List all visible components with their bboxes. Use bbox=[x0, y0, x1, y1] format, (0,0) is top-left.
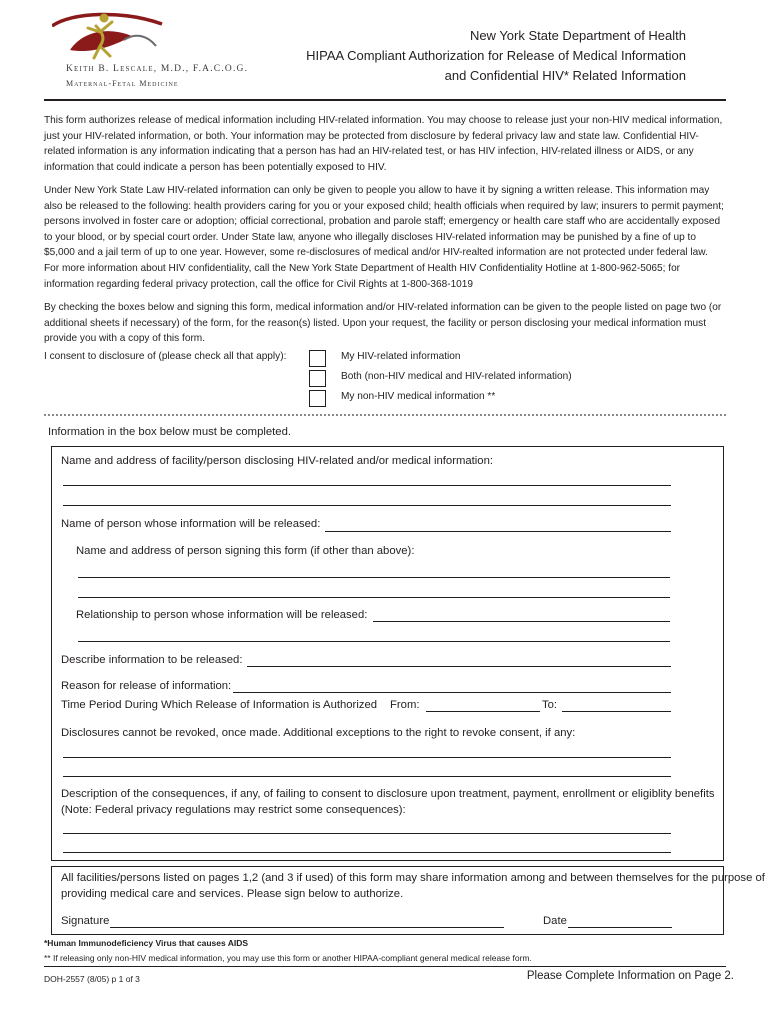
describe-label: Describe information to be released: bbox=[61, 654, 243, 666]
header-department: New York State Department of Health bbox=[469, 28, 686, 43]
document-header bbox=[306, 26, 686, 86]
relationship-label: Relationship to person whose information will be released: bbox=[76, 609, 368, 621]
consent-option-label: Both (non-HIV medical and HIV-related information) bbox=[341, 371, 572, 382]
next-page-instruction: Please Complete Information on Page 2. bbox=[526, 970, 734, 982]
person-released-line[interactable] bbox=[325, 531, 671, 532]
share-statement-line-1: All facilities/persons listed on pages 1,2 (and 3 if used) of this form may share information among and between themselves for the purpose of bbox=[61, 872, 765, 884]
intro-paragraph-1: This form authorizes release of medical information including HIV-related information. You may choose to release just your non-HIV medical information, just your HIV-related information, or both. Your information may be protected from disclosure by federal privacy law and state law. Confidential HIV-related information is any information indicating that a person has had an HIV-related test, or has HIV infection, HIV-related illness or AIDS, or any information that could indicate a person has been potentially exposed to HIV. bbox=[44, 115, 723, 173]
header-title: HIPAA Compliant Authorization for Release of Medical Information bbox=[306, 48, 686, 63]
disclosures-line-2[interactable] bbox=[63, 776, 671, 777]
signature-label: Signature bbox=[61, 915, 110, 927]
consequences-note: (Note: Federal privacy regulations may restrict some consequences): bbox=[61, 804, 406, 816]
signer-line-1[interactable] bbox=[78, 577, 670, 578]
logo-figure-icon bbox=[52, 10, 282, 66]
facility-line-2[interactable] bbox=[63, 505, 671, 506]
logo-name: Keith B. Lescale, M.D., F.A.C.O.G. bbox=[66, 64, 249, 74]
relationship-line-1[interactable] bbox=[373, 621, 670, 622]
consent-label: I consent to disclosure of (please check all that apply): bbox=[44, 351, 287, 362]
consent-option-label: My HIV-related information bbox=[341, 351, 461, 362]
to-label: To: bbox=[542, 699, 558, 711]
signer-label: Name and address of person signing this form (if other than above): bbox=[76, 545, 415, 557]
header-subtitle: and Confidential HIV* Related Information bbox=[444, 68, 686, 83]
share-statement-line-2: providing medical care and services. Please sign below to authorize. bbox=[61, 888, 404, 900]
signature-line[interactable] bbox=[110, 927, 504, 928]
signer-line-2[interactable] bbox=[78, 597, 670, 598]
footer-rule bbox=[44, 966, 726, 967]
intro-paragraph-3: By checking the boxes below and signing this form, medical information and/or HIV-related information can be given to the people listed on page two (or additional sheets if necessary) of the form, for the reason(s) listed. Upon your request, the facility or person disclosing your medical information must provide you with a copy of this form. bbox=[44, 302, 722, 345]
footnote-non-hiv: ** If releasing only non-HIV medical information, you may use this form or another HIPAA-compliant general medical release form. bbox=[44, 953, 532, 963]
describe-line[interactable] bbox=[247, 666, 671, 667]
logo bbox=[52, 10, 282, 90]
relationship-line-2[interactable] bbox=[78, 641, 670, 642]
footnote-hiv: *Human Immunodeficiency Virus that causes AIDS bbox=[44, 938, 249, 948]
date-label: Date bbox=[543, 915, 567, 927]
consequences-label: Description of the consequences, if any, of failing to consent to disclosure upon treatment, payment, enrollment or eligiblity benefits bbox=[61, 788, 715, 800]
disclosures-line-1[interactable] bbox=[63, 757, 671, 758]
time-period-label: Time Period During Which Release of Information is Authorized bbox=[61, 699, 378, 711]
header-rule bbox=[44, 99, 726, 101]
box-instructions: Information in the box below must be completed. bbox=[48, 426, 292, 438]
checkbox-both[interactable] bbox=[309, 370, 326, 387]
form-id: DOH-2557 (8/05) p 1 of 3 bbox=[44, 974, 140, 984]
facility-label: Name and address of facility/person disclosing HIV-related and/or medical information: bbox=[61, 455, 494, 467]
consequences-line-1[interactable] bbox=[63, 833, 671, 834]
checkbox-hiv[interactable] bbox=[309, 350, 326, 367]
consent-option-label: My non-HIV medical information ** bbox=[341, 391, 496, 402]
consequences-line-2[interactable] bbox=[63, 852, 671, 853]
reason-label: Reason for release of information: bbox=[61, 680, 232, 692]
from-label: From: bbox=[390, 699, 420, 711]
disclosures-label: Disclosures cannot be revoked, once made. Additional exceptions to the right to revoke consent, if any: bbox=[61, 727, 576, 739]
person-released-label: Name of person whose information will be released: bbox=[61, 518, 321, 530]
to-date-line[interactable] bbox=[562, 711, 671, 712]
logo-subtitle: Maternal-Fetal Medicine bbox=[66, 79, 179, 88]
date-line[interactable] bbox=[568, 927, 672, 928]
checkbox-non-hiv[interactable] bbox=[309, 390, 326, 407]
section-divider bbox=[44, 414, 726, 416]
facility-line-1[interactable] bbox=[63, 485, 671, 486]
from-date-line[interactable] bbox=[426, 711, 540, 712]
intro-paragraph-2: Under New York State Law HIV-related information can only be given to people you allow to have it by signing a written release. This information may also be released to the following: health providers caring for you or your exposed child; health officials when required by law; insurers to permit payment; persons involved in foster care or adoption; official correctional, probation and parole staff; emergency or health care staff who are accidentally exposed to your blood, or by special court order. Under State law, anyone who illegally discloses HIV-related information may be punished by a fine of up to $5,000 and a jail term of up to one year. However, some re-disclosures of medical and/or HIV-realted information are not protected under federal law. For more information about HIV confidentiality, call the New York State Department of Health HIV Confidentiality Hotline at 1-800-962-5065; for information regarding federal privacy protection, call the office for Civil Rights at 1-800-368-1019 bbox=[44, 185, 724, 290]
reason-line[interactable] bbox=[233, 692, 671, 693]
